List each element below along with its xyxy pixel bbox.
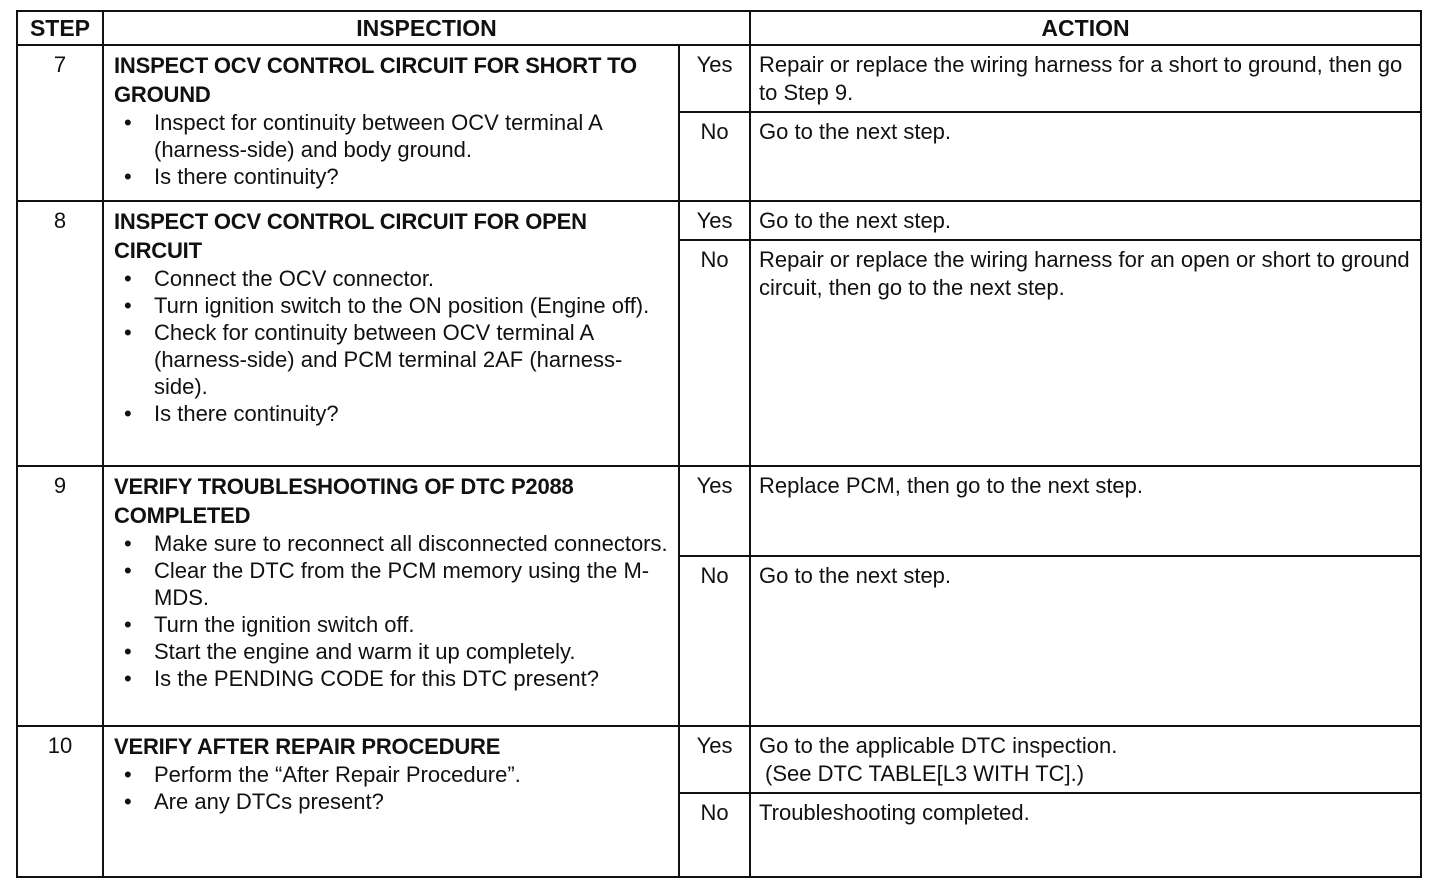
inspection-cell bbox=[103, 466, 679, 726]
yes-action-cell bbox=[750, 726, 1421, 793]
no-label: No bbox=[679, 556, 750, 726]
no-action: Go to the next step. bbox=[750, 112, 1421, 201]
inspection-cell bbox=[103, 726, 679, 877]
yes-action: Go to the next step. bbox=[750, 201, 1421, 240]
inspection-title: VERIFY TROUBLESHOOTING OF DTC P2088 COMPLETED bbox=[114, 474, 574, 528]
troubleshooting-sheet bbox=[16, 10, 1420, 878]
table-row bbox=[17, 726, 1421, 793]
yes-label: Yes bbox=[679, 466, 750, 556]
yes-action: Replace PCM, then go to the next step. bbox=[750, 466, 1421, 556]
list-item: • Make sure to reconnect all disconnected connectors. bbox=[114, 530, 670, 557]
inspection-title: VERIFY AFTER REPAIR PROCEDURE bbox=[114, 734, 501, 759]
yes-label: Yes bbox=[679, 726, 750, 793]
step-number: 8 bbox=[17, 201, 103, 466]
inspection-title: INSPECT OCV CONTROL CIRCUIT FOR OPEN CIRCUIT bbox=[114, 209, 587, 263]
header-step: STEP bbox=[17, 11, 103, 45]
no-action: Troubleshooting completed. bbox=[750, 793, 1421, 877]
no-label: No bbox=[679, 112, 750, 201]
header-action: ACTION bbox=[750, 11, 1421, 45]
list-item: • Clear the DTC from the PCM memory using the M-MDS. bbox=[114, 557, 670, 611]
inspection-table bbox=[16, 10, 1422, 878]
list-item: • Turn ignition switch to the ON position (Engine off). bbox=[114, 292, 670, 319]
bullet-list bbox=[114, 265, 670, 427]
list-item: • Start the engine and warm it up completely. bbox=[114, 638, 670, 665]
list-item: • Perform the “After Repair Procedure”. bbox=[114, 761, 670, 788]
table-row bbox=[17, 45, 1421, 112]
table-row bbox=[17, 201, 1421, 240]
step-number: 10 bbox=[17, 726, 103, 877]
list-item: • Is the PENDING CODE for this DTC present? bbox=[114, 665, 670, 692]
list-item: • Turn the ignition switch off. bbox=[114, 611, 670, 638]
no-label: No bbox=[679, 240, 750, 466]
no-label: No bbox=[679, 793, 750, 877]
bullet-list bbox=[114, 761, 670, 815]
step-number: 9 bbox=[17, 466, 103, 726]
inspection-title: INSPECT OCV CONTROL CIRCUIT FOR SHORT TO GROUND bbox=[114, 53, 637, 107]
list-item: • Inspect for continuity between OCV terminal A (harness-side) and body ground. bbox=[114, 109, 670, 163]
table-row bbox=[17, 466, 1421, 556]
inspection-cell bbox=[103, 45, 679, 201]
yes-label: Yes bbox=[679, 45, 750, 112]
bullet-list bbox=[114, 530, 670, 692]
yes-label: Yes bbox=[679, 201, 750, 240]
step-number: 7 bbox=[17, 45, 103, 201]
list-item: • Are any DTCs present? bbox=[114, 788, 670, 815]
header-inspection: INSPECTION bbox=[103, 11, 750, 45]
list-item: • Is there continuity? bbox=[114, 163, 670, 190]
no-action: Go to the next step. bbox=[750, 556, 1421, 726]
header-row bbox=[17, 11, 1421, 45]
yes-action: Repair or replace the wiring harness for a short to ground, then go to Step 9. bbox=[750, 45, 1421, 112]
list-item: • Connect the OCV connector. bbox=[114, 265, 670, 292]
bullet-list bbox=[114, 109, 670, 190]
yes-action: Go to the applicable DTC inspection. bbox=[759, 733, 1118, 758]
list-item: • Is there continuity? bbox=[114, 400, 670, 427]
dtc-table-reference: (See DTC TABLE[L3 WITH TC].) bbox=[765, 761, 1085, 786]
no-action: Repair or replace the wiring harness for an open or short to ground circuit, then go to the next step. bbox=[750, 240, 1421, 466]
list-item: • Check for continuity between OCV terminal A (harness-side) and PCM terminal 2AF (harness-side). bbox=[114, 319, 670, 400]
inspection-cell bbox=[103, 201, 679, 466]
